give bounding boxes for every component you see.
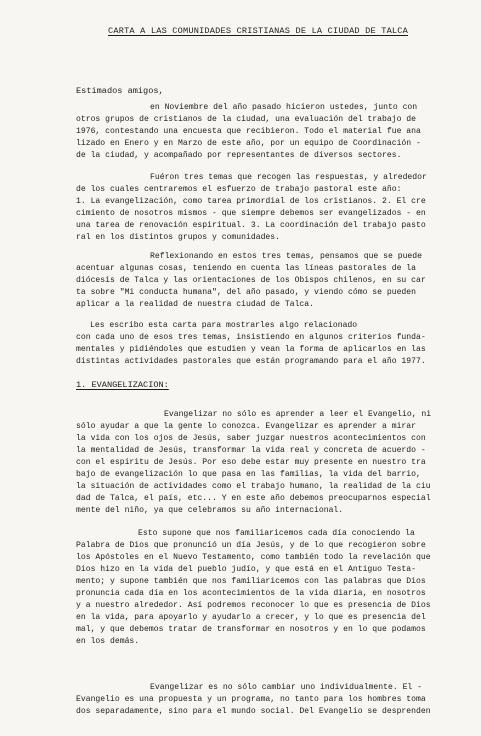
text-line: la mentalidad de Jesús, transformar la vida real y concreta de acuerdo - [76, 446, 426, 455]
text-line: bajo de evangelización lo que pasa en las familias, la vida del barrio, [76, 470, 421, 479]
text-line: 1. La evangelización, como tarea primordial de los cristianos. 2. El cre [76, 197, 426, 206]
paragraph-themes [76, 172, 476, 244]
text-line: dad de Talca, el país, etc... Y en este año debemos preocuparnos especial [76, 494, 431, 503]
text-line: aplicar a la realidad de nuestra ciudad de Talca. [76, 300, 314, 309]
text-line: lizado en Enero y en Marzo de este año, por un equipo de Coordinación - [76, 139, 421, 148]
greeting: Estimados amigos, [76, 86, 164, 96]
text-line: en los demás. [76, 637, 140, 646]
text-line: Esto supone que nos familiaricemos cada día conociendo la [138, 529, 415, 538]
paragraph-purpose [76, 320, 476, 368]
paragraph-reflection [76, 251, 476, 311]
text-line: Evangelizar es no sólo cambiar uno individualmente. El - [150, 683, 422, 692]
text-line: Les escribo esta carta para mostrarles algo relacionado [90, 321, 358, 330]
text-line: de la ciudad, y acompañado por representantes de diversos sectores. [76, 151, 402, 160]
text-line: la situación de actividades como el trabajo humano, la realidad de la ciu [76, 482, 431, 491]
text-line: en Noviembre del año pasado hicieron ustedes, junto con [150, 103, 418, 112]
text-line: 1976, contestando una encuesta que recibieron. Todo el material fue ana [76, 127, 421, 136]
text-line: mentales y pidiéndoles que estudien y vean la forma de aplicarlos en las [76, 345, 426, 354]
paragraph-palabra [76, 528, 476, 648]
text-line: dos separadamente, sino para el mundo social. Del Evangelio se desprenden [76, 707, 431, 716]
text-line: ral en los distintos grupos y comunidades. [76, 233, 280, 242]
text-line: de los cuales centraremos el esfuerzo de trabajo pastoral este año: [76, 185, 402, 194]
text-line: los Apóstoles en el Nuevo Testamento, como también todo la revelación que [76, 553, 431, 562]
text-line: sólo ayudar a que la gente lo conozca. Evangelizar es aprender a mirar [76, 422, 416, 431]
paragraph-social [76, 682, 476, 718]
text-line: la vida con los ojos de Jesús, saber juzgar nuestros acontecimientos con [76, 434, 426, 443]
text-line: mente del niño, ya que celebramos su año internacional. [76, 506, 344, 515]
text-line: pronuncia cada día en los acontecimientos de la vida diaria, en nosotros [76, 589, 426, 598]
text-line: Palabra de Dios que pronunció un día Jesús, y de lo que recogieron sobre [76, 541, 426, 550]
section-heading: 1. EVANGELIZACION: [76, 380, 169, 390]
text-line: Evangelio es una propuesta y un programa, no tanto para los hombres toma [76, 695, 426, 704]
text-line: otros grupos de cristianos de la ciudad, una evaluación del trabajo de [76, 115, 416, 124]
text-line: ta sobre "Mi conducta humana", del año pasado, y viendo cómo se pueden [76, 288, 416, 297]
text-line: distintas actividades pastorales que están programando para el año 1977. [76, 357, 426, 366]
text-line: mento; y supone también que nos familiaricemos con las palabras que Dios [76, 577, 426, 586]
text-line: en la vida, para apoyarlo y ayudarlo a crecer, y lo que es presencia del [76, 613, 426, 622]
text-line: Evangelizar no sólo es aprender a leer el Evangelio, ni [164, 410, 432, 419]
paragraph-evangelizar [76, 409, 476, 517]
text-line: una tarea de renovación espiritual. 3. La coordinación del trabajo pasto [76, 221, 426, 230]
text-line: Dios hizo en la vida del pueblo judío, y que está en el Antiguo Testa- [76, 565, 416, 574]
text-line: diócesis de Talca y las orientaciones de los Obispos chilenos, en su car [76, 276, 426, 285]
text-line: Reflexionando en estos tres temas, pensamos que se puede [150, 252, 422, 261]
text-line: con cada uno de esos tres temas, insistiendo en algunos criterios funda- [76, 333, 426, 342]
text-line: con el espíritu de Jesús. Por eso debe estar muy presente en nuestro tra [76, 458, 426, 467]
text-line: Fuéron tres temas que recogen las respuestas, y alrededor [150, 173, 427, 182]
letter-title: CARTA A LAS COMUNIDADES CRISTIANAS DE LA CIUDAD DE TALCA [108, 26, 408, 36]
text-line: acentuar algunas cosas, teniendo en cuenta las líneas pastorales de la [76, 264, 416, 273]
text-line: y a nuestro alrededor. Así podremos reconocer lo que es presencia de Dios [76, 601, 431, 610]
text-line: mal, y que debemos tratar de transformar en nosotros y en lo que podamos [76, 625, 426, 634]
paragraph-intro [76, 102, 476, 162]
text-line: cimiento de nosotros mismos - que siempre debemos ser evangelizados - en [76, 209, 426, 218]
